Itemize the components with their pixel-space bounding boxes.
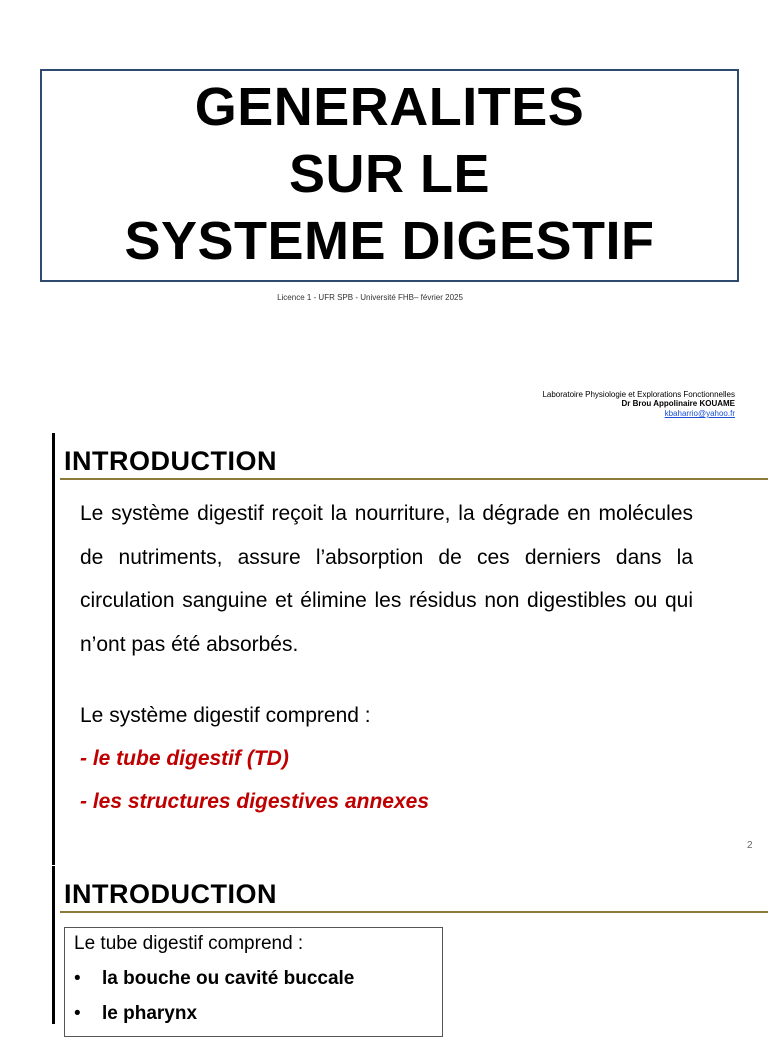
- item-structures-annexes: - les structures digestives annexes: [80, 790, 429, 813]
- slide2-left-bar: [52, 433, 55, 865]
- title-line-1: GENERALITES: [194, 77, 585, 137]
- digestive-system-comprises: Le système digestif comprend :: [80, 704, 371, 727]
- slide3-heading-rule: [60, 911, 768, 913]
- slide2-heading: INTRODUCTION: [64, 446, 277, 476]
- intro-paragraph: Le système digestif reçoit la nourriture, la dégrade en molécules de nutriments, assure l’absorption de ces derniers dans la circulation sanguine et élimine les résidus non digestibles ou qui n’ont pas été absorbés.: [80, 502, 693, 656]
- slide3-left-bar: [52, 866, 55, 1024]
- list-item-pharynx: • le pharynx: [74, 1001, 197, 1027]
- title-line-2: SUR LE: [288, 144, 491, 204]
- tube-digestif-intro: Le tube digestif comprend :: [74, 933, 304, 954]
- slide2-heading-rule: [60, 478, 768, 480]
- author-name: Dr Brou Appolinaire KOUAME: [621, 399, 735, 408]
- course-meta: Licence 1 - UFR SPB - Université FHB– février 2025: [277, 293, 463, 302]
- item-tube-digestif: - le tube digestif (TD): [80, 747, 289, 770]
- author-email-link[interactable]: kbaharrio@yahoo.fr: [664, 409, 735, 418]
- title-line-3: SYSTEME DIGESTIF: [124, 211, 655, 271]
- slide-number: 2: [747, 840, 753, 851]
- bullet: •: [74, 968, 81, 989]
- list-item-bouche: • la bouche ou cavité buccale: [74, 966, 354, 992]
- author-lab: Laboratoire Physiologie et Explorations Fonctionnelles: [542, 390, 735, 399]
- slide3-heading: INTRODUCTION: [64, 879, 277, 909]
- bullet: •: [74, 1003, 81, 1024]
